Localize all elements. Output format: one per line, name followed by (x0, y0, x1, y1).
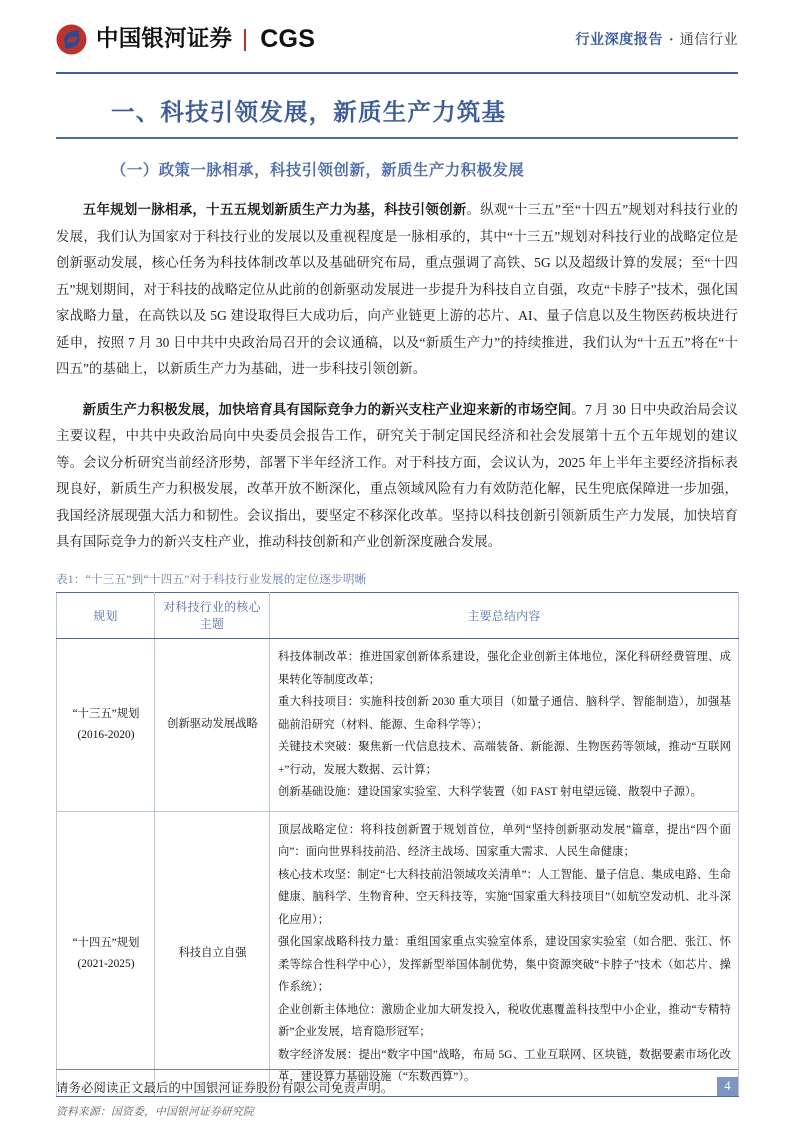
section-title: 一、科技引领发展，新质生产力筑基 (111, 100, 507, 126)
document-content (56, 96, 738, 1119)
cell-plan-name (57, 639, 155, 812)
policy-comparison-table (56, 592, 739, 1097)
report-tag (575, 33, 738, 47)
section-title-divider (56, 137, 738, 139)
brand-name-cn: 中国银河证券 (96, 26, 233, 52)
footer-disclaimer: 请务必阅读正文最后的中国银河证券股份有限公司免责声明。 (56, 1080, 394, 1095)
paragraph-2 (56, 397, 738, 556)
brand-name-en: CGS (260, 25, 316, 53)
report-category: 行业深度报告 (575, 32, 663, 48)
summary-block: 科技体制改革：推进国家创新体系建设，强化企业创新主体地位，深化科研经费管理、成果转化等制度改革； (278, 651, 731, 686)
plan-period: (2016-2020) (77, 728, 135, 741)
summary-block: 数字经济发展：提出“数字中国”战略，布局 5G、工业互联网、区块链，数据要素市场化改革，建设算力基础设施（“东数西算”）。 (278, 1048, 731, 1084)
table-header-plan: 规划 (57, 593, 155, 639)
paragraph-1-body: 。纵观“十三五”至“十四五”规划对科技行业的发展，我们认为国家对于科技行业的发展以及重视程度是一脉相承的，其中“十三五”规划对科技行业的战略定位是创新驱动发展，核心任务为科技体制改革以及基础研究布局，重点强调了高铁、5G 以及超级计算的发展；至“十四五”规划期间，对于科技的战略定位从此前的创新驱动发展进一步提升为科技自立自强，攻克“卡脖子”技术，强化国家战略力量，在高铁以及 5G 建设取得巨大成功后，向产业链更上游的芯片、AI、量子信息以及生物医药板块进行延申，按照 7 月 30 日中共中央政治局召开的会议通稿，以及“新质生产力”的持续推进，我们认为“十五五”将在“十四五”的基础上，以新质生产力为基础，进一步科技引领创新。 (56, 202, 738, 377)
report-industry: 通信行业 (679, 32, 738, 48)
page-number-badge: 4 (717, 1077, 738, 1096)
cell-plan-name (57, 811, 155, 1096)
table-row (57, 639, 739, 812)
paragraph-2-lead: 新质生产力积极发展，加快培育具有国际竞争力的新兴支柱产业迎来新的市场空间 (82, 401, 572, 417)
table-row (57, 811, 739, 1096)
table-header-row (57, 593, 739, 639)
report-tag-dot: · (668, 32, 674, 48)
page-footer (56, 1069, 738, 1096)
summary-block: 企业创新主体地位：激励企业加大研发投入，税收优惠覆盖科技型中小企业，推动“专精特新”企业发展，培育隐形冠军； (278, 1003, 731, 1039)
cell-summary (270, 811, 739, 1096)
page-header (0, 0, 794, 78)
table-header-theme: 对科技行业的核心主题 (155, 593, 270, 639)
cell-core-theme: 创新驱动发展战略 (155, 639, 270, 812)
galaxy-swirl-logo-icon (56, 24, 87, 55)
cell-core-theme: 科技自立自强 (155, 811, 270, 1096)
summary-block: 关键技术突破：聚焦新一代信息技术、高端装备、新能源、生物医药等领域，推动“互联网+”行动，发展大数据、云计算； (278, 741, 731, 776)
footer-row (56, 1077, 738, 1096)
brand-separator (244, 29, 246, 51)
subsection-title: （一）政策一脉相承，科技引领创新，新质生产力积极发展 (111, 161, 525, 179)
table-header-summary: 主要总结内容 (270, 593, 739, 639)
table-source-note: 资料来源：国资委，中国银河证券研究院 (56, 1105, 254, 1118)
header-divider (56, 72, 738, 74)
paragraph-2-body: 。7 月 30 日中央政治局会议主要议程，中共中央政治局向中央委员会报告工作，研究关于制定国民经济和社会发展第十五个五年规划的建议等。会议分析研究当前经济形势，部署下半年经济工作。对于科技方面，会议认为，2025 年上半年主要经济指标表现良好，新质生产力积极发展，改革开放不断深化，重点领域风险有力有效防范化解，民生兜底保障进一步加强，我国经济展现强大活力和韧性。会议指出，要坚定不移深化改革。坚持以科技创新引领新质生产力发展，加快培育具有国际竞争力的新兴支柱产业，推动科技创新和产业创新深度融合发展。 (56, 401, 738, 550)
summary-block: 重大科技项目：实施科技创新 2030 重大项目（如量子通信、脑科学、智能制造），加强基础前沿研究（材料、能源、生命科学等）； (278, 696, 731, 731)
plan-name: “十三五”规划 (72, 707, 140, 720)
summary-block: 核心技术攻坚：制定“七大科技前沿领域攻关清单”：人工智能、量子信息、集成电路、生命健康、脑科学、生物育种、空天科技等，实施“国家重大科技项目”（如航空发动机、北斗深化应用）； (278, 868, 731, 926)
plan-period: (2021-2025) (77, 957, 135, 970)
table-head (57, 593, 739, 639)
summary-block: 创新基础设施：建设国家实验室、大科学装置（如 FAST 射电望远镜、散裂中子源）。 (278, 786, 703, 799)
brand-logo (56, 24, 315, 55)
cell-summary (270, 639, 739, 812)
footer-divider (56, 1069, 738, 1070)
paragraph-1-lead: 五年规划一脉相承，十五五规划新质生产力为基，科技引领创新 (82, 202, 467, 218)
paragraph-1 (56, 197, 738, 383)
summary-block: 强化国家战略科技力量：重组国家重点实验室体系，建设国家实验室（如合肥、张江、怀柔等综合性科学中心），发挥新型举国体制优势，集中资源突破“卡脖子”技术（如芯片、操作系统）； (278, 936, 731, 994)
table-body (57, 639, 739, 1097)
plan-name: “十四五”规划 (72, 936, 140, 949)
summary-block: 顶层战略定位：将科技创新置于规划首位，单列“坚持创新驱动发展”篇章，提出“四个面向”：面向世界科技前沿、经济主战场、国家重大需求、人民生命健康； (278, 823, 731, 859)
table-caption: 表1：“十三五”到“十四五”对于科技行业发展的定位逐步明晰 (56, 572, 367, 586)
